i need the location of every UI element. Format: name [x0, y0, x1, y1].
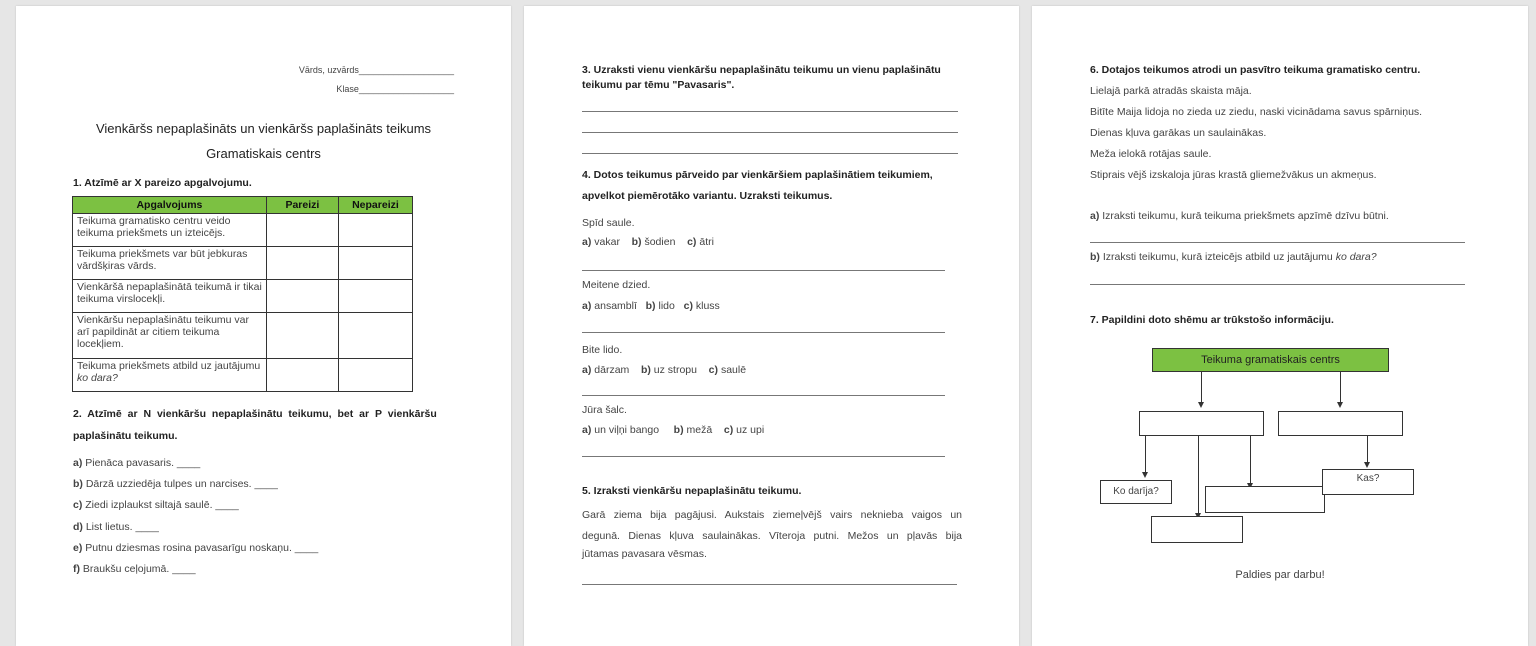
statements-table [72, 196, 413, 392]
table-row [73, 247, 413, 280]
task5-text-line: Garā ziema bija pagājusi. Aukstais ziemeļvējš vairs neknieba vaigos un [582, 509, 962, 521]
task6-title: 6. Dotajos teikumos atrodi un pasvītro teikuma gramatisko centru. [1090, 64, 1421, 76]
task2-title-line1: 2. Atzīmē ar N vienkāršu nepaplašinātu teikumu, bet ar P vienkāršu [73, 408, 437, 420]
table-cell-correct[interactable] [266, 214, 338, 247]
table-row [73, 214, 413, 247]
answer-line[interactable] [1090, 284, 1465, 285]
class-field-label: Klase___________________ [336, 84, 454, 94]
diagram-top-box: Teikuma gramatiskais centrs [1152, 348, 1389, 372]
arrow-down-icon [1142, 472, 1148, 478]
table-cell-correct[interactable] [266, 313, 338, 359]
task6-sentence: Bitīte Maija lidoja no zieda uz ziedu, naski vicinādama savus spārniņus. [1090, 106, 1423, 118]
answer-line[interactable] [582, 395, 945, 396]
table-row [73, 313, 413, 359]
task6-sentence: Lielajā parkā atradās skaista māja. [1090, 85, 1252, 97]
answer-line[interactable] [582, 456, 945, 457]
table-cell-statement: Vienkāršā nepaplašinātā teikumā ir tikai teikuma virslocekļi. [73, 280, 267, 313]
table-cell-correct[interactable] [266, 359, 338, 392]
arrow-down-icon [1364, 462, 1370, 468]
task6-b: b) Izraksti teikumu, kurā izteicējs atbild uz jautājumu ko dara? [1090, 251, 1377, 263]
worksheet-page-1 [16, 6, 511, 646]
table-cell-correct[interactable] [266, 247, 338, 280]
task2-item: e) Putnu dziesmas rosina pavasarīgu noskaņu. ____ [73, 542, 319, 554]
table-cell-correct[interactable] [266, 280, 338, 313]
worksheet-page-3 [1032, 6, 1528, 646]
table-row5-text: Teikuma priekšmets atbild uz jautājumu [77, 360, 261, 372]
diagram-empty-box-adverbial[interactable] [1151, 516, 1243, 543]
diagram-connector [1367, 435, 1368, 462]
arrow-down-icon [1337, 402, 1343, 408]
task6-a: a) Izraksti teikumu, kurā teikuma priekšmets apzīmē dzīvu būtni. [1090, 210, 1389, 222]
answer-line[interactable] [582, 584, 957, 585]
task4-sentence: Jūra šalc. [582, 404, 627, 416]
table-cell-statement: Teikuma priekšmets var būt jebkuras vārdšķiras vārds. [73, 247, 267, 280]
arrow-down-icon [1198, 402, 1204, 408]
task1-title: 1. Atzīmē ar X pareizo apgalvojumu. [73, 177, 252, 189]
diagram-connector [1250, 435, 1251, 483]
task4-options: a) un viļņi bango b) mežā c) uz upi [582, 424, 765, 436]
diagram-connector [1198, 435, 1199, 514]
worksheet-page-2 [524, 6, 1019, 646]
task2-item: f) Braukšu ceļojumā. ____ [73, 563, 196, 575]
diagram-connector [1145, 435, 1146, 472]
task4-sentence: Meitene dzied. [582, 279, 651, 291]
table-row [73, 280, 413, 313]
diagram-connector [1340, 371, 1341, 403]
table-row [73, 359, 413, 392]
table-cell-statement: Teikuma gramatisko centru veido teikuma priekšmets un izteicējs. [73, 214, 267, 247]
diagram-empty-box-predicate[interactable] [1139, 411, 1264, 436]
answer-line[interactable] [582, 132, 958, 133]
task4-title-line2: apvelkot piemērotāko variantu. Uzraksti teikumus. [582, 190, 833, 202]
task3-title-line1: 3. Uzraksti vienu vienkāršu nepaplašinātu teikumu un vienu paplašinātu [582, 64, 941, 76]
task6-sentence: Dienas kļuva garākas un saulainākas. [1090, 127, 1267, 139]
task3-title-line2: teikumu par tēmu "Pavasaris". [582, 79, 735, 91]
task6-sentence: Meža ielokā rotājas saule. [1090, 148, 1212, 160]
task4-options: a) vakar b) šodien c) ātri [582, 236, 714, 248]
diagram-connector [1201, 371, 1202, 403]
task7-title: 7. Papildini doto shēmu ar trūkstošo informāciju. [1090, 314, 1334, 326]
task6-sentence: Stiprais vējš izskaloja jūras krastā gliemežvākus un akmeņus. [1090, 169, 1377, 181]
table-header-incorrect: Nepareizi [338, 197, 412, 214]
diagram-question-who: Kas? [1322, 469, 1414, 495]
task5-text-line: jūtamas pavasara vēsmas. [582, 548, 707, 560]
table-cell-statement: Vienkāršu nepaplašinātu teikumu var arī papildināt ar citiem teikuma locekļiem. [73, 313, 267, 359]
thanks-text: Paldies par darbu! [1235, 569, 1325, 581]
diagram-empty-box-subject[interactable] [1278, 411, 1403, 436]
task4-options: a) dārzam b) uz stropu c) saulē [582, 364, 747, 376]
answer-line[interactable] [582, 153, 958, 154]
worksheet-title: Vienkāršs nepaplašināts un vienkāršs paplašināts teikums [95, 121, 432, 136]
table-header-correct: Pareizi [266, 197, 338, 214]
task4-title-line1: 4. Dotos teikumus pārveido par vienkāršiem paplašinātiem teikumiem, [582, 169, 933, 181]
table-cell-incorrect[interactable] [338, 280, 412, 313]
task2-item: d) List lietus. ____ [73, 521, 159, 533]
table-cell-incorrect[interactable] [338, 214, 412, 247]
diagram-empty-box-object[interactable] [1205, 486, 1325, 513]
table-cell-incorrect[interactable] [338, 359, 412, 392]
task5-title: 5. Izraksti vienkāršu nepaplašinātu teikumu. [582, 485, 802, 497]
diagram-question-what-did: Ko darīja? [1100, 480, 1172, 504]
table-cell-incorrect[interactable] [338, 313, 412, 359]
answer-line[interactable] [582, 111, 958, 112]
worksheet-subtitle: Gramatiskais centrs [206, 146, 321, 161]
task4-options: a) ansamblī b) lido c) kluss [582, 300, 720, 312]
task4-sentence: Spīd saule. [582, 217, 635, 229]
answer-line[interactable] [582, 270, 945, 271]
answer-line[interactable] [582, 332, 945, 333]
task4-sentence: Bite lido. [582, 344, 623, 356]
task2-item: b) Dārzā uzziedēja tulpes un narcises. ____ [73, 478, 278, 490]
name-field-label: Vārds, uzvārds___________________ [298, 65, 454, 75]
table-header-statement: Apgalvojums [73, 197, 267, 214]
answer-line[interactable] [1090, 242, 1465, 243]
table-cell-incorrect[interactable] [338, 247, 412, 280]
task2-item: a) Pienāca pavasaris. ____ [73, 457, 201, 469]
task2-title-line2: paplašinātu teikumu. [73, 430, 178, 442]
table-cell-statement [73, 359, 267, 392]
task2-item: c) Ziedi izplaukst siltajā saulē. ____ [73, 499, 239, 511]
task5-text-line: degunā. Dienas kļuva saulainākas. Vīteroja putni. Mežos un pļavās bija [582, 530, 962, 542]
table-row5-italic: ko dara? [77, 372, 118, 384]
